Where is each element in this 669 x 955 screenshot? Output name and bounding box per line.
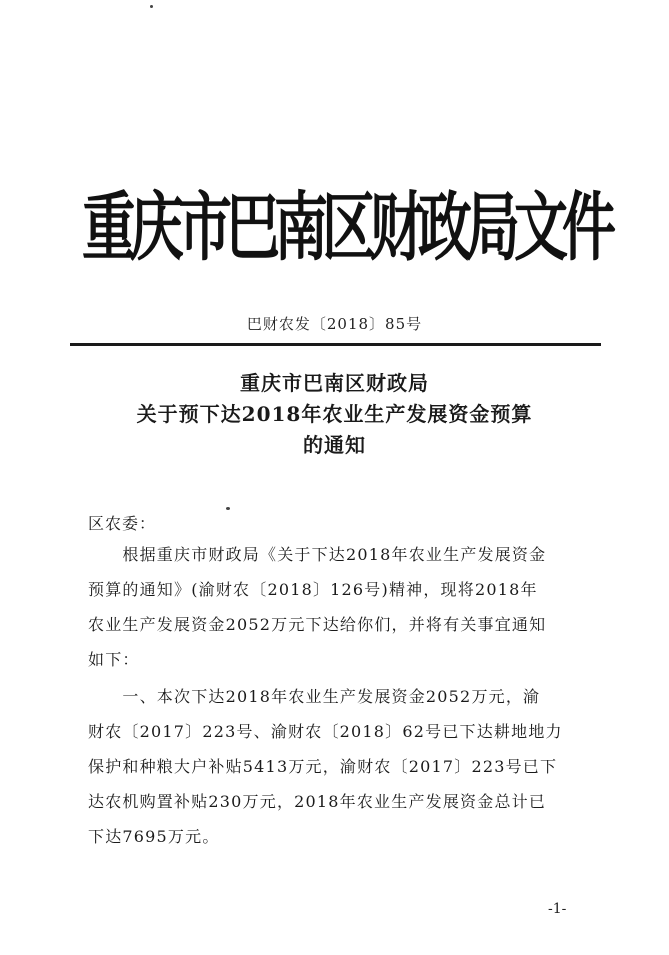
issuing-authority-header: 重庆市巴南区财政局文件	[82, 182, 610, 272]
document-number: 巴财农发〔2018〕85号	[246, 315, 423, 333]
notice-title-line: 关于预下达2018年农业生产发展资金预算	[136, 402, 533, 426]
page-number: -1-	[548, 901, 567, 917]
paragraph-line: 预算的通知》(渝财农〔2018〕126号)精神，现将2018年	[88, 580, 538, 599]
paragraph-line: 如下：	[88, 650, 140, 669]
salutation: 区农委：	[88, 514, 157, 533]
notice-title-line: 的通知	[303, 433, 366, 457]
paragraph-line: 农业生产发展资金2052万元下达给你们，并将有关事宜通知	[88, 615, 547, 634]
paragraph-line: 保护和种粮大户补贴5413万元，渝财农〔2017〕223号已下	[88, 757, 558, 776]
paragraph-line: 达农机购置补贴230万元，2018年农业生产发展资金总计已	[88, 792, 547, 811]
scan-speck	[150, 5, 153, 8]
body-paragraph	[88, 679, 583, 854]
scan-speck	[226, 507, 230, 510]
paragraph-line: 下达7695万元。	[88, 827, 220, 846]
header-divider	[70, 343, 601, 346]
paragraph-line: 财农〔2017〕223号、渝财农〔2018〕62号已下达耕地地力	[88, 722, 563, 741]
notice-title	[60, 368, 609, 461]
paragraph-line: 根据重庆市财政局《关于下达2018年农业生产发展资金	[88, 545, 547, 564]
paragraph-line: 一、本次下达2018年农业生产发展资金2052万元，渝	[88, 687, 541, 706]
notice-title-line: 重庆市巴南区财政局	[240, 371, 429, 395]
body-paragraph	[88, 537, 583, 677]
